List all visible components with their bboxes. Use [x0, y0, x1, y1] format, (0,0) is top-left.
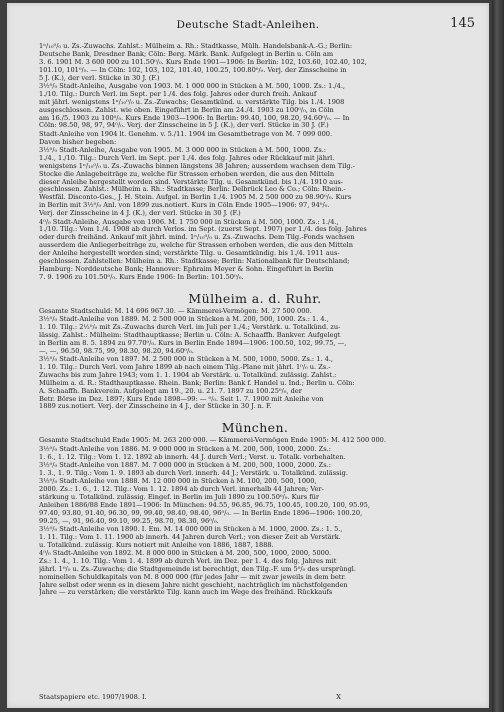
text-line: 4⁰/₀ Stadt-Anleihe von 1892. M. 8 000 000 in Stücken à M. 200, 500, 1000, 2000, 5000. [39, 549, 332, 557]
text-line: 3½⁰/₀ Stadt-Anleihe, Ausgabe von 1903. M. 1 000 000 in Stücken à M. 500, 1000. Zs.: 1./4., [39, 82, 346, 90]
text-line: Zs.: 1. 4., 1. 10. Tilg.: Vom 1. 4. 1899 ab durch Verl. im Dez. per 1. 4. des folg. Jahres mit [39, 557, 337, 565]
text-paragraph [39, 478, 471, 525]
text-line: 3½⁰/₀ Stadt-Anleihe von 1897. M. 2 500 000 in Stücken à M. 500, 1000, 5000. Zs.: 1. 4., [39, 355, 334, 363]
text-line: Jahre — zu verstärken; die verstärkte Tilg. kann auch im Wege des freihänd. Rückkaufs [39, 589, 333, 597]
text-line: A. Schaaffh. Bankverein. Aufgelegt am 19., 20. u. 21. 7. 1897 zu 100.25⁰/₀, der [39, 387, 302, 395]
text-line: Deutsche Bank, Dresdner Bank; Cöln: Berg. Märk. Bank. Aufgelegt in Berlin u. Cöln am [39, 50, 334, 58]
text-line: 3½⁰/₀ Stadt-Anleihe von 1888. M. 12 000 000 in Stücken à M. 100, 200, 500, 1000, [39, 478, 317, 486]
text-line: 7. 9. 1906 zu 101.50⁰/₀. Kurs Ende 1906: In Berlin: 101.50⁰/₀. [39, 273, 244, 281]
running-title: Deutsche Stadt-Anleihen. [176, 19, 320, 31]
text-line: 101.10, 101⁰/₀. — In Cöln: 102, 103, 102, 101.40, 100.25, 100.80⁰/₀. Verj. der Zinsscheine in [39, 66, 347, 74]
page-footer [39, 693, 471, 701]
text-line: dieser Anleihe hergestellt worden sind. Verstärkte Tilg. u. Gesamtkünd. bis 1./4. 1910 aus- [39, 178, 343, 186]
text-line: Jahre selbst oder wenn es in diesem Jahre nicht geschieht, nachträglich im nächstfolgenden [39, 581, 348, 589]
text-paragraph [39, 437, 471, 445]
text-paragraph [39, 43, 471, 83]
text-paragraph [39, 308, 471, 316]
text-line: 1. 10. Tilg.: Durch Verl. vom Jahre 1899 ab nach einem Tilg.-Plane mit jährl. 1⁰/₀ u. Zs.- [39, 363, 331, 371]
section-title: München. [221, 420, 289, 436]
text-paragraph [39, 526, 471, 550]
text-paragraph [39, 550, 471, 597]
text-line: 4⁰/₀ Stadt-Anleihe, Ausgabe von 1906. M. 1 750 000 in Stücken à M. 500, 1000. Zs.: 1./4., [39, 218, 339, 226]
text-line: stärkung u. Totalkünd. zulässig. Eingef. in Berlin im Juli 1890 zu 100.50⁰/₀. Kurs für [39, 493, 320, 501]
document-page [7, 3, 489, 708]
text-line: der Anleihe hergestellt worden sind; verstärkte Tilg. u. Gesamtkündig. bis 1./4. 1911 aus- [39, 250, 340, 258]
text-line: Verj. der Zinsscheine in 4 J. (K.), der verl. Stücke in 30 J. (F.) [39, 210, 241, 218]
text-line: 1./10. Tilg.: Durch Verl. im Sept. per 1./4. des folg. Jahres oder durch freih. Ankauf [39, 90, 317, 98]
text-line: ausserdem die Anliegerbeiträge zu, welche für Strassen erhoben werden, die aus den Mitteln [39, 242, 353, 250]
text-line: Stocke die Anlagebeiträge zu, welche für Strassen erhoben werden, die aus den Mitteln [39, 170, 335, 178]
text-line: Davon bisher begeben: [39, 138, 117, 146]
text-line: Westfäl. Disconto-Ges., J. H. Stein. Aufgel. in Berlin 1./4. 1905 M. 2 500 000 zu 98.90⁰/₀. Kurs [39, 194, 352, 202]
text-line: 1889 zus.notiert. Verj. der Zinsscheine in 4 J., der Stücke in 30 J. n. F. [39, 403, 272, 411]
document-body [39, 43, 471, 598]
text-line: 3½⁰/₀ Stadt-Anleihe, Ausgabe von 1905. M. 3 000 000 in Stücken à M. 500, 1000. Zs.: [39, 146, 327, 154]
text-line: nominellen Schuldkapitals von M. 8 000 000 (für jedes Jahr — mit zwar jeweils in dem betr. [39, 573, 346, 581]
text-paragraph [39, 83, 471, 130]
text-line: u. Totalkünd. zulässig. Kurs notiert mit Anleihe von 1886, 1887, 1888. [39, 541, 274, 549]
text-line: wenigstens 1ⁿ/₁₀⁰/₀ u. Zs.-Zuwachs binnen längstens 38 Jahren; ausserdem wachsen dem Tilg.- [39, 162, 355, 170]
text-line: Cöln: 98.50, 98, 97, 94⁰/₀. Verj. der Zinsscheine in 5 J. (K.), der verl. Stücke in 30 J. (F.) [39, 122, 329, 130]
text-paragraph [39, 462, 471, 478]
section-title: Mülheim a. d. Ruhr. [188, 290, 322, 306]
text-line: lässig. Zahlst.: Mülheim: Stadthauptkasse; Berlin u. Cöln: A. Schaaffh. Bankver. Aufgelegt [39, 331, 341, 339]
text-line: Betr. Börse im Dez. 1897; Kurs Ende 1898—99: — ⁰/₀. Seit 1. 7. 1900 mit Anleihe von [39, 395, 324, 403]
text-line: jährl. 1⁰/₀ u. Zs.-Zuwachs; die Stadtgemeinde ist berechtigt, den Tilg.-F. um 5⁰/₀ des ursprüngl. [39, 565, 357, 573]
text-paragraph [39, 131, 471, 147]
text-line: 3½⁰/₀ Stadt-Anleihe von 1887. M. 7 000 000 in Stücken à M. 200, 500, 1000, 2000. Zs.: [39, 461, 331, 469]
text-paragraph [39, 147, 471, 218]
text-line: mit jährl. wenigstens 1ⁿ/₁₀⁰/₀ u. Zs.-Zuwachs; Gesamtkünd. u. verstärkte Tilg. bis 1./4. 1908 [39, 98, 345, 106]
text-line: ausgeschlossen. Zahlst. wie oben. Eingeführt in Berlin am 24./4. 1903 zu 100⁰/₀, in Cöln [39, 106, 334, 114]
text-line: 1. 6., 1. 12. Tilg.: Vom 1. 12. 1892 ab innerh. 44 J. durch Verl.; Verst. u. Totalk. vorbehalten. [39, 453, 346, 461]
text-line: geschlossen. Zahlst.: Mülheim a. Rh.: Stadtkasse; Berlin: Delbrück Leo & Co.; Cöln: Rhein.- [39, 186, 346, 194]
text-line: Stadt-Anleihe von 1904 lt. Genehm. v. 5./11. 1904 im Gesamtbetrage von M. 7 099 000. [39, 130, 333, 138]
text-line: 97.40, 93.80, 91.40, 96.30, 99, 99.40, 98.40, 98.40, 96⁰/₀. — In Berlin Ende 1896—1906: 100.20, [39, 509, 363, 517]
text-line: Zuwachs bis zum Jahre 1943; vom 1. 1. 1904 ab Verstärk. u. Totalkünd. zulässig. Zahlst.: [39, 371, 337, 379]
text-paragraph [39, 356, 471, 411]
scan-edge [492, 0, 504, 712]
text-line: 3½⁰/₀ Stadt-Anleihe von 1889. M. 2 500 000 in Stücken à M. 200, 500, 1000. Zs.: 1. 4., [39, 316, 329, 324]
text-paragraph [39, 316, 471, 356]
text-line: 1./4., 1./10. Tilg.: Durch Verl. im Sept. per 1./4. des folg. Jahres oder Rückkauf mit jährl. [39, 154, 335, 162]
text-line: —, —, 96.50, 98.75, 99, 98.30, 98.20, 94.60⁰/₀. [39, 347, 194, 355]
text-line: 3. 6. 1901 M. 3 600 000 zu 101.50⁰/₀. Kurs Ende 1901—1906: In Berlin: 102, 103.60, 102.40, 102, [39, 58, 367, 66]
text-line: 1. 10. Tilg.: 2¹⁄₂⁰/₀ mit Zs.-Zuwachs durch Verl. im Juli per 1./4.; Verstärk. u. Totalkünd. zu- [39, 323, 341, 331]
text-line: geschlossen. Zahlstellen: Mülheim a. Rh.: Stadtkasse; Berlin: Nationalbank für Deutschland; [39, 258, 350, 266]
text-line: am 16./5. 1903 zu 100⁰/₀. Kurs Ende 1903—1906: In Berlin: 99.40, 100, 98.20, 94.60⁰/₀. — In [39, 114, 350, 122]
text-line: 1. 11. Tilg.: Vom 1. 11. 1900 ab innerh. 44 Jahren durch Verl.; von dieser Zeit ab Verstärk. [39, 533, 341, 541]
text-line: 3½⁰/₀ Stadt-Anleihe von 1886. M. 9 000 000 in Stücken à M. 200, 500, 1000, 2000. Zs.: [39, 445, 331, 453]
text-paragraph [39, 446, 471, 462]
text-paragraph [39, 219, 471, 282]
text-line: Mülheim a. d. R.: Stadthauptkasse. Rhein. Bank; Berlin: Bank f. Handel u. Ind.; Berlin u. Cöln: [39, 379, 355, 387]
signature-mark: X [336, 693, 341, 701]
text-line: Gesamte Stadtschuld: M. 14 696 967.30. — Kämmerei-Vermögen: M. 27 500 000. [39, 307, 312, 315]
text-line: 99.25, —, 91, 96.40, 99.10, 99.25, 98.70, 98.30, 96⁰/₀. [39, 517, 219, 525]
text-line: 5 J. (K.), der verl. Stücke in 30 J. (F.) [39, 74, 160, 82]
text-line: oder durch freihänd. Ankauf mit jährl. mind. 1ⁿ/₁₀⁰/₀ u. Zs.-Zuwachs. Dem Tilg.-Fonds wachsen [39, 234, 355, 242]
text-line: Gesamte Stadtschuld Ende 1905: M. 263 200 000. — Kämmerei-Vermögen Ende 1905: M. 412 500 000. [39, 437, 386, 445]
text-line: 1ⁿ/₁₀⁰/₀ u. Zs.-Zuwachs. Zahlst.: Mülheim a. Rh.: Stadtkasse, Mülh. Handelsbank-A.-G.; Berlin: [39, 43, 353, 50]
text-line: 2000. Zs.: 1. 6., 1. 12. Tilg.: Vom 1. 12. 1894 ab durch Verl. innerhalb 44 Jahren; Ver- [39, 485, 324, 493]
text-line: Anleihen 1886/88 Ende 1891—1906: In München: 94.55, 96.85, 96.75, 100.45, 100.20, 100, 95.95, [39, 501, 370, 509]
text-line: 1. 3., 1. 9. Tilg.: Vom 1. 9. 1893 ab durch Verl. innerh. 44 J.; Verstärk. u. Totalkünd. zulässig. [39, 469, 348, 477]
text-line: Hamburg: Norddeutsche Bank; Hannover: Ephraim Meyer & Sohn. Eingeführt in Berlin [39, 265, 334, 273]
text-line: in Berlin am 8. 5. 1894 zu 97.70⁰/₀. Kurs in Berlin Ende 1894—1906: 100.50, 102, 99.75, —, [39, 339, 347, 347]
text-line: in Berlin mit 3½⁰/₀ Anl. von 1899 zus.notiert. Kurs in Cöln Ende 1905—1906: 97, 94⁰/₀. [39, 202, 330, 210]
text-line: 1./10. Tilg.: Vom 1./4. 1908 ab durch Verlos. im Sept. (zuerst Sept. 1907) per 1./4. des folg. Jahres [39, 226, 367, 234]
footer-imprint: Staatspapiere etc. 1907/1908. I. [39, 693, 147, 701]
text-line: 3½⁰/₀ Stadt-Anleihe von 1890. I. Em. M. 14 000 000 in Stücken à M. 1000, 2000. Zs.: 1. 5., [39, 525, 343, 533]
page-number: 145 [450, 16, 475, 31]
